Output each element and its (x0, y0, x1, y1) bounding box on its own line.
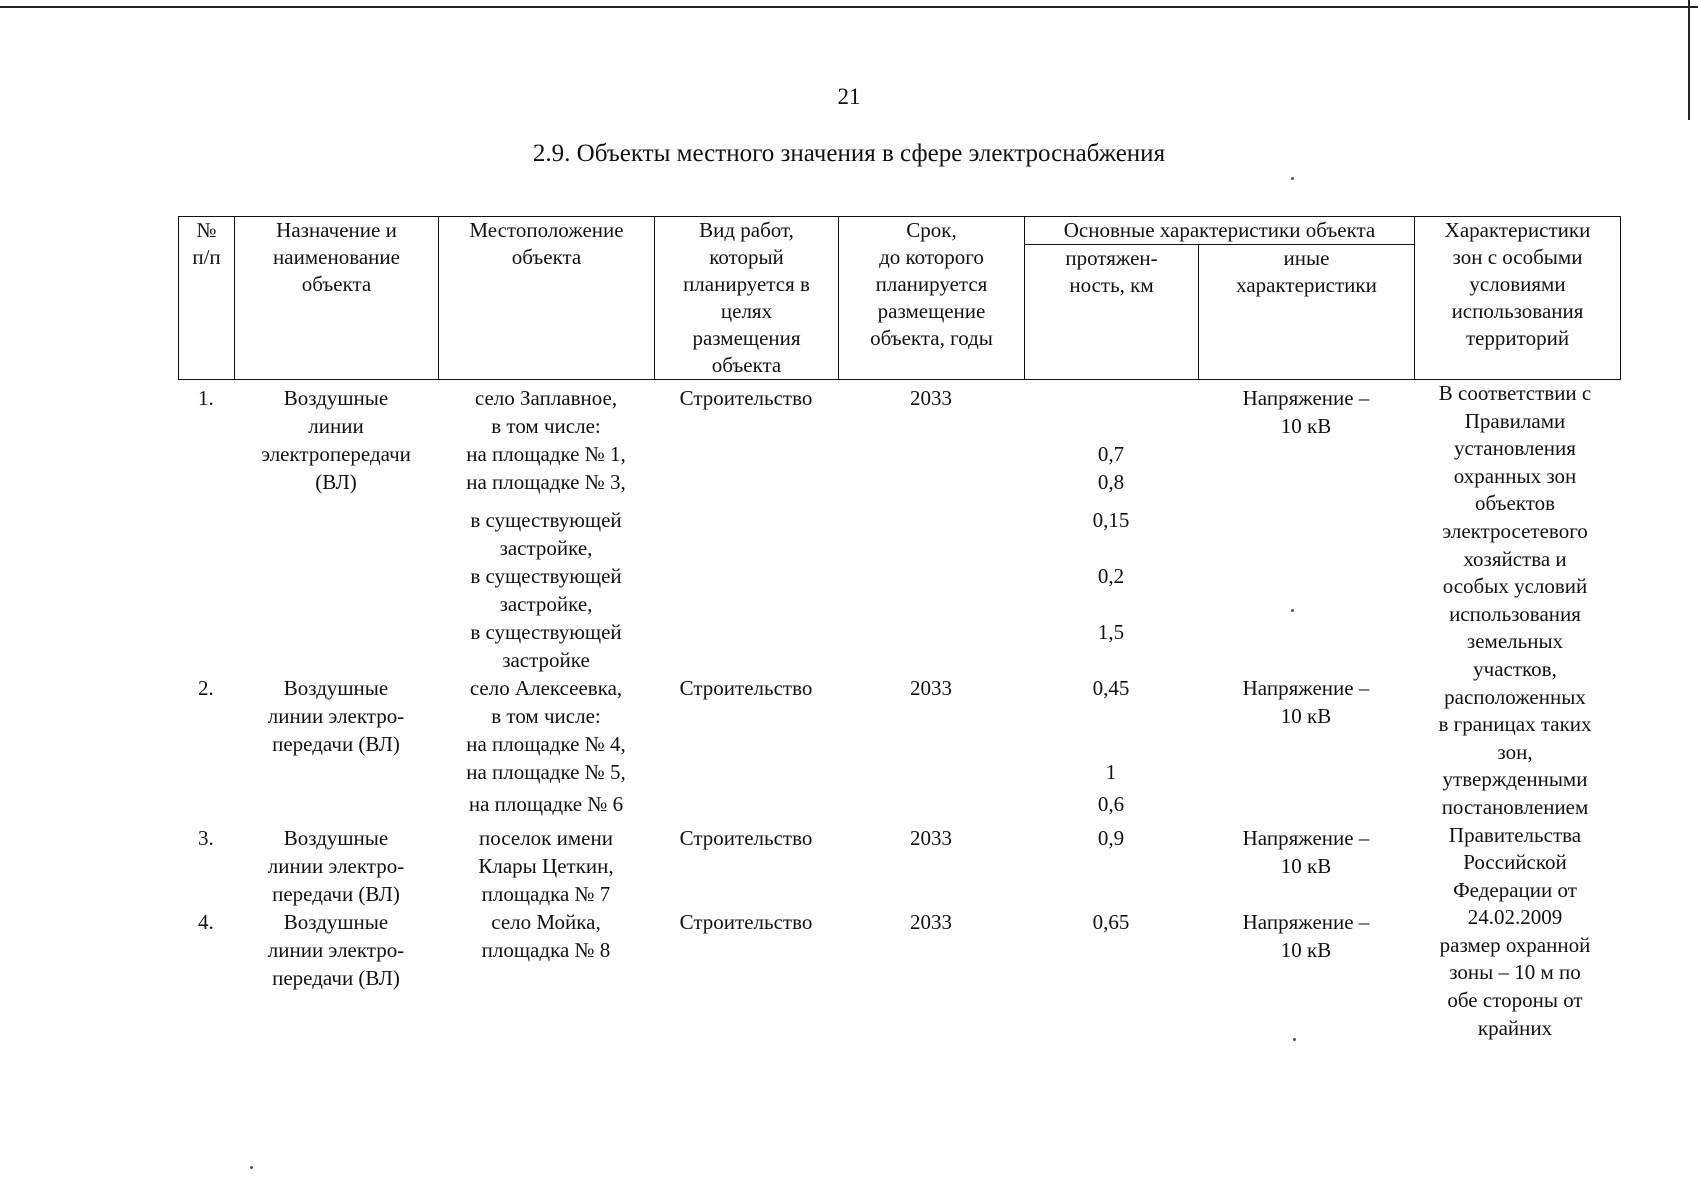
header-num: № п/п (179, 217, 235, 380)
object-location: село Заплавное, в том числе: на площадке № 1, на площадке № 3, в существующей застройке, в существующей застройке, в существующей застройке (466, 386, 626, 672)
header-location: Местоположение объекта (439, 217, 655, 380)
table-row-3 (178, 824, 1618, 908)
length-values: 0,9 (1097, 826, 1125, 850)
work-type: Строительство (679, 676, 813, 700)
work-type: Строительство (679, 910, 813, 934)
length-values: 0,65 (1092, 910, 1130, 934)
table-header (178, 216, 1621, 380)
row-number: 1. (198, 386, 214, 410)
header-zones: Характеристики зон с особыми условиями использования территорий (1415, 217, 1621, 380)
table-row-4 (178, 908, 1618, 998)
scan-speck (1291, 177, 1294, 180)
page-number: 21 (837, 84, 861, 109)
scan-speck (1291, 609, 1294, 612)
header-length: протяжен- ность, км (1025, 245, 1199, 380)
other-characteristics: Напряжение – 10 кВ (1242, 386, 1370, 438)
row-number: 2. (198, 676, 214, 700)
object-name: Воздушные линии электро- передачи (ВЛ) (267, 910, 405, 990)
header-term: Срок, до которого планируется размещение объекта, годы (839, 217, 1025, 380)
object-name: Воздушные линии электропередачи (ВЛ) (261, 386, 411, 494)
object-location: поселок имени Клары Цеткин, площадка № 7 (478, 826, 614, 906)
table-row-2 (178, 674, 1618, 824)
length-values: 0,45 1 0,6 (1092, 676, 1130, 816)
term-year: 2033 (910, 386, 952, 410)
length-values: 0,7 0,8 0,15 0,2 1,5 (1092, 442, 1130, 644)
header-main-characteristics: Основные характеристики объекта (1025, 217, 1415, 245)
other-characteristics: Напряжение – 10 кВ (1242, 826, 1370, 878)
other-characteristics: Напряжение – 10 кВ (1242, 676, 1370, 728)
row-number: 4. (198, 910, 214, 934)
object-location: село Алексеевка, в том числе: на площадке № 4, на площадке № 5, на площадке № 6 (466, 676, 626, 816)
object-name: Воздушные линии электро- передачи (ВЛ) (267, 676, 405, 756)
table-row-1 (178, 384, 1618, 674)
scan-edge-top (0, 6, 1698, 8)
header-work: Вид работ, который планируется в целях размещения объекта (655, 217, 839, 380)
header-name: Назначение и наименование объекта (235, 217, 439, 380)
object-name: Воздушные линии электро- передачи (ВЛ) (267, 826, 405, 906)
term-year: 2033 (910, 676, 952, 700)
table-body (178, 381, 1618, 1040)
other-characteristics: Напряжение – 10 кВ (1242, 910, 1370, 962)
page-title: 2.9. Объекты местного значения в сфере электроснабжения (532, 140, 1166, 167)
term-year: 2033 (910, 910, 952, 934)
header-other: иные характеристики (1199, 245, 1415, 380)
zone-characteristics-text: В соответствии с Правилами установления охранных зон объектов электросетевого хозяйства и особых условий использования земельных участков, расположенных в границах таких зон, утвержденными постановлением Правительства Российской Федерации от 24.02.2009 размер охранной зоны – 10 м по обе стороны от крайних (1438, 381, 1592, 1040)
row-number: 3. (198, 826, 214, 850)
term-year: 2033 (910, 826, 952, 850)
scan-speck (250, 1166, 253, 1169)
work-type: Строительство (679, 386, 813, 410)
object-location: село Мойка, площадка № 8 (481, 910, 611, 962)
scan-speck (1293, 1038, 1296, 1041)
work-type: Строительство (679, 826, 813, 850)
